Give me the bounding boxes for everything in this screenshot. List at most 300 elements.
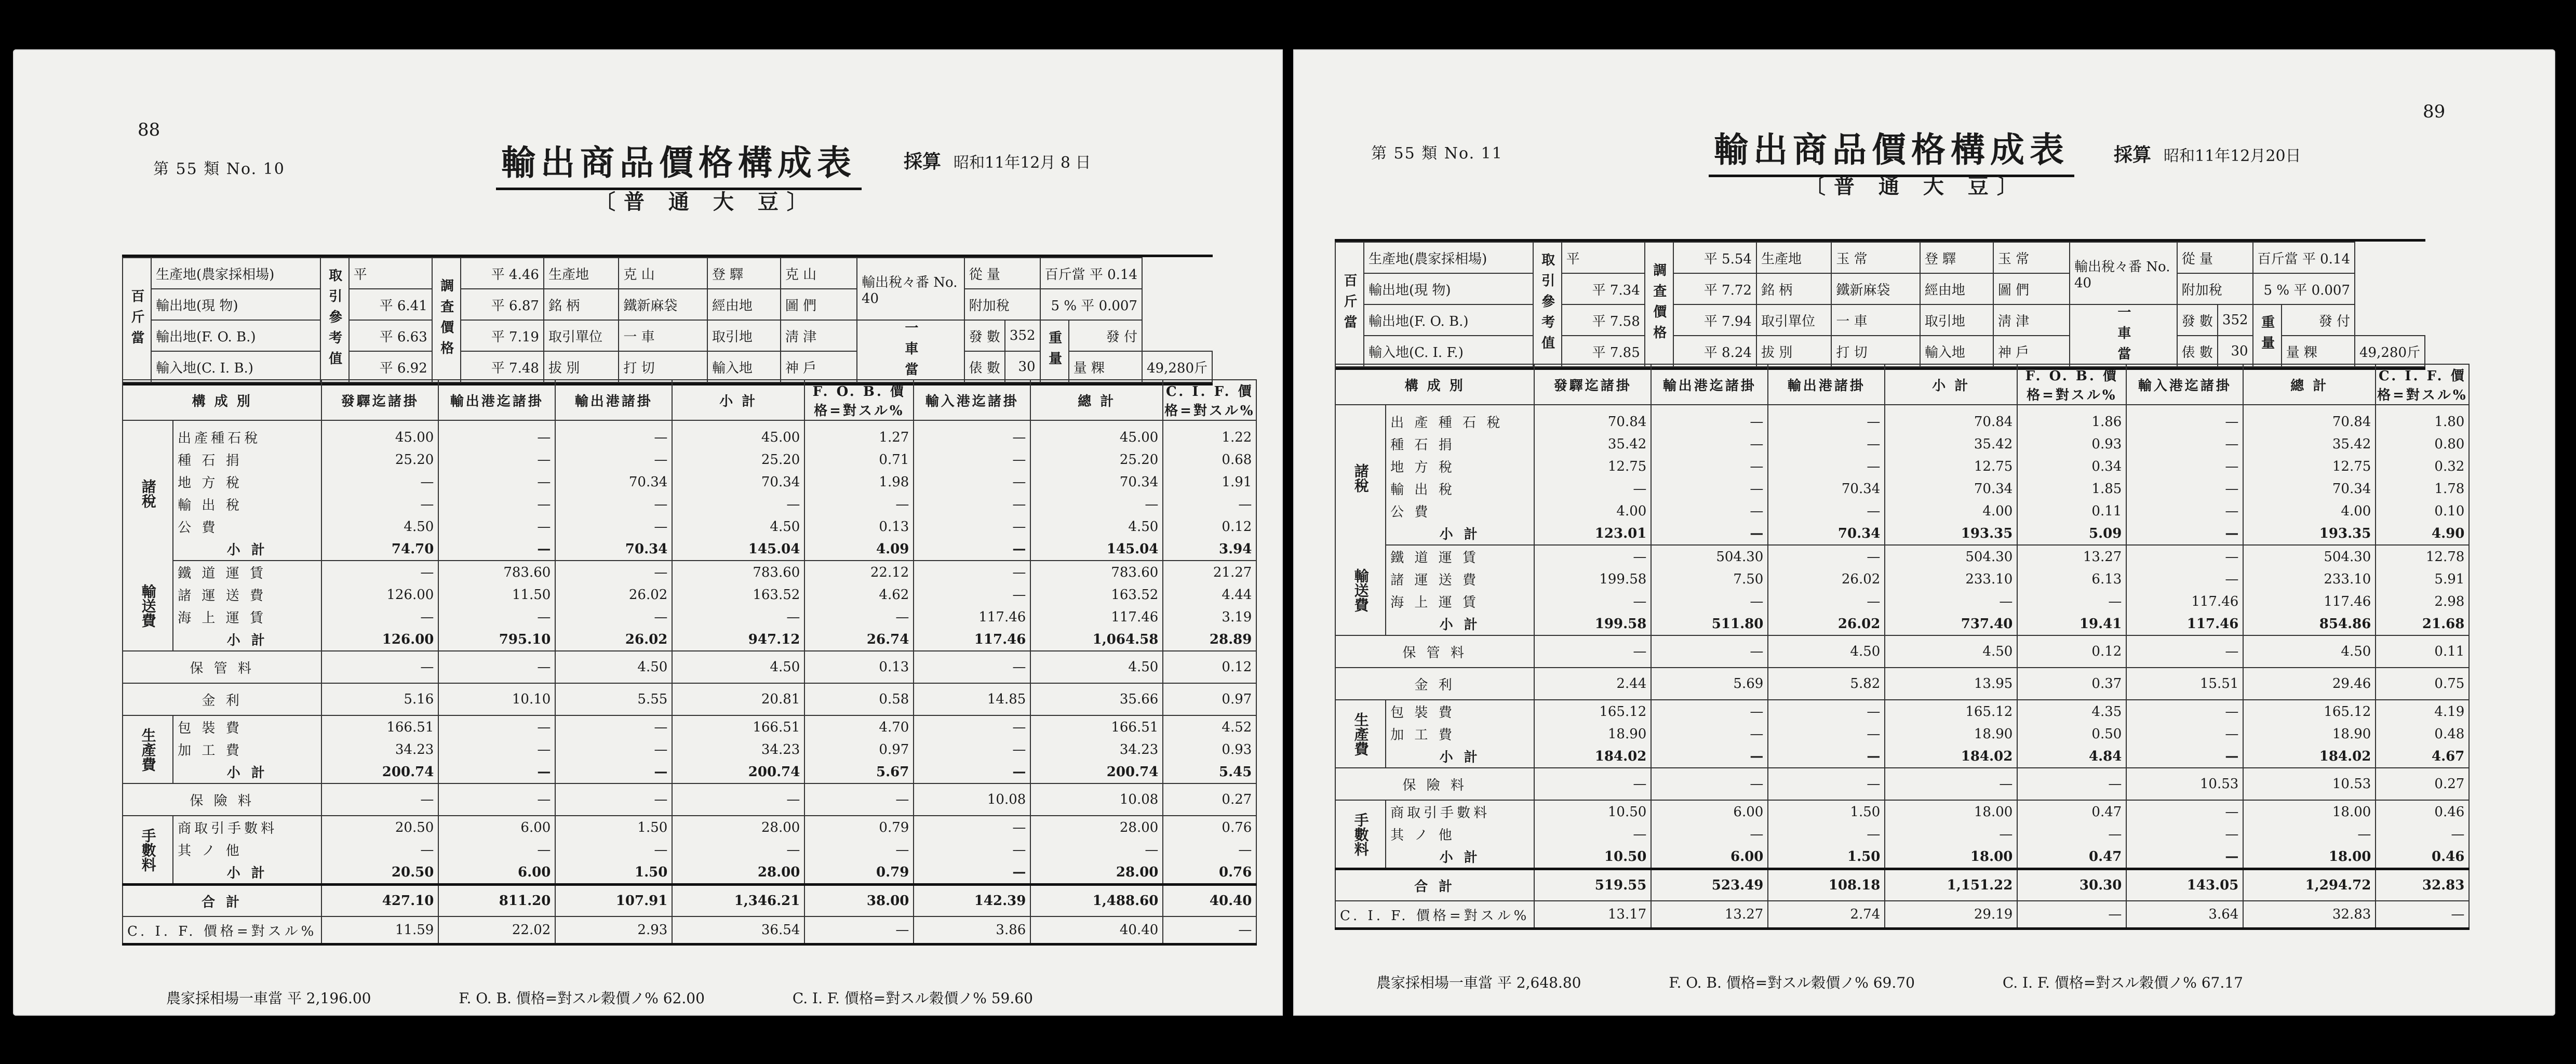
header-cell: 圖 們 — [1993, 273, 2070, 304]
header-cell: 銘 柄 — [544, 289, 619, 320]
table-row — [1335, 723, 2469, 745]
header-cell: 拔 別 — [1756, 336, 1831, 367]
table-row — [123, 538, 1256, 561]
value-cell: 45.00 — [1030, 420, 1163, 448]
value-cell: — — [2126, 500, 2243, 522]
value-cell: 4.50 — [555, 651, 672, 683]
row-label: 保 管 料 — [1335, 635, 1534, 668]
group-label: 諸稅 — [123, 420, 173, 561]
value-cell: — — [914, 738, 1030, 761]
value-cell: 1.80 — [2376, 405, 2469, 433]
value-cell: — — [804, 916, 914, 945]
header-cell: 淸 津 — [1993, 304, 2070, 336]
row-label: 合 計 — [123, 885, 321, 917]
header-cell: 平 6.63 — [349, 320, 432, 351]
value-cell: 70.34 — [2243, 477, 2376, 500]
value-cell: — — [914, 493, 1030, 515]
value-cell: 0.12 — [1163, 515, 1256, 538]
row-label: 小 計 — [1386, 613, 1534, 635]
row-label: 小 計 — [173, 538, 321, 561]
header-cell: 重量 — [2253, 304, 2282, 367]
value-cell: 26.02 — [555, 628, 672, 651]
row-label: 其 ノ 他 — [1386, 823, 1534, 845]
value-cell: 2.74 — [1768, 901, 1885, 929]
group-label: 生產費 — [1335, 700, 1386, 768]
header-cell: 玉 常 — [1993, 242, 2070, 273]
table-row — [123, 628, 1256, 651]
value-cell: 783.60 — [672, 561, 804, 583]
value-cell: 70.34 — [1768, 477, 1885, 500]
header-cell: 調査價格 — [1645, 242, 1673, 367]
value-cell: 145.04 — [672, 538, 804, 561]
row-label: 種 石 捐 — [1386, 433, 1534, 455]
value-cell: 165.12 — [1534, 700, 1651, 723]
value-cell: — — [914, 420, 1030, 448]
header-table — [122, 257, 1213, 383]
value-cell: 70.84 — [1534, 405, 1651, 433]
value-cell: — — [438, 471, 555, 493]
value-cell: — — [321, 471, 438, 493]
value-cell: 36.54 — [672, 916, 804, 945]
row-label: 鐵 道 運 賃 — [173, 561, 321, 583]
value-cell: 4.50 — [672, 651, 804, 683]
value-cell: 29.19 — [1885, 901, 2017, 929]
header-cell: 神 戶 — [1993, 336, 2070, 367]
calc-label: 採算 — [2114, 144, 2152, 166]
header-cell: 重量 — [1040, 320, 1069, 382]
header-cell: 生產地 — [544, 258, 619, 289]
header-cell: 鐵新麻袋 — [619, 289, 707, 320]
header-cell: 平 8.24 — [1673, 336, 1756, 367]
value-cell: 143.05 — [2126, 869, 2243, 901]
value-cell: 28.00 — [672, 816, 804, 839]
footer-farm-price: 農家採相場一車當 平 2,648.80 — [1376, 974, 1581, 991]
value-cell: 21.27 — [1163, 561, 1256, 583]
header-cell: 俵 數 — [2177, 336, 2218, 367]
value-cell: — — [1030, 493, 1163, 515]
value-cell: 6.00 — [438, 816, 555, 839]
value-cell: 0.80 — [2376, 433, 2469, 455]
value-cell: — — [1768, 768, 1885, 800]
value-cell: — — [321, 783, 438, 816]
value-cell: 4.50 — [321, 515, 438, 538]
table-row — [123, 471, 1256, 493]
row-label: C. I. F. 價格=對スル% — [1335, 901, 1534, 929]
row-label: 商取引手數料 — [1386, 800, 1534, 823]
value-cell: 6.00 — [1651, 800, 1768, 823]
value-cell: — — [1534, 768, 1651, 800]
value-cell: 5.67 — [804, 761, 914, 783]
header-cell: 一車當 — [857, 320, 964, 382]
value-cell: 0.93 — [1163, 738, 1256, 761]
value-cell: 18.00 — [2243, 800, 2376, 823]
value-cell: 45.00 — [321, 420, 438, 448]
value-cell: — — [804, 839, 914, 861]
value-cell: 163.52 — [672, 583, 804, 606]
value-cell: 4.50 — [672, 515, 804, 538]
value-cell: — — [2126, 723, 2243, 745]
column-header: 構 成 別 — [123, 380, 321, 420]
header-cell: 輸出地(F. O. B.) — [1364, 304, 1533, 336]
value-cell: 6.00 — [1651, 845, 1768, 869]
header-cell: 輸入地(C. I. B.) — [151, 351, 320, 382]
value-cell: 117.46 — [2126, 590, 2243, 613]
header-cell: 30 — [2218, 336, 2253, 367]
row-label: 小 計 — [1386, 845, 1534, 869]
value-cell: — — [555, 493, 672, 515]
value-cell: — — [804, 606, 914, 628]
value-cell: 11.50 — [438, 583, 555, 606]
header-cell: 打 切 — [1831, 336, 1920, 367]
header-cell: 取引地 — [707, 320, 781, 351]
value-cell: — — [555, 606, 672, 628]
value-cell: 199.58 — [1534, 568, 1651, 590]
value-cell: 13.95 — [1885, 668, 2017, 700]
value-cell: 10.53 — [2126, 768, 2243, 800]
header-cell: 輸出稅々番 No. 40 — [857, 258, 964, 320]
value-cell: 28.00 — [672, 861, 804, 885]
value-cell: 22.12 — [804, 561, 914, 583]
value-cell: 4.00 — [1885, 500, 2017, 522]
value-cell: 0.79 — [804, 816, 914, 839]
value-cell: 26.02 — [1768, 568, 1885, 590]
value-cell: 0.97 — [804, 738, 914, 761]
value-cell: 4.19 — [2376, 700, 2469, 723]
group-label: 手數料 — [123, 816, 173, 885]
page-footer — [166, 987, 1116, 1008]
value-cell: 10.08 — [914, 783, 1030, 816]
value-cell: 4.50 — [1030, 515, 1163, 538]
row-label: C. I. F. 價格=對スル% — [123, 916, 321, 945]
value-cell: 123.01 — [1534, 522, 1651, 545]
row-label: 諸 運 送 費 — [1386, 568, 1534, 590]
value-cell: — — [2126, 405, 2243, 433]
value-cell: — — [321, 493, 438, 515]
table-row — [123, 493, 1256, 515]
table-row — [123, 561, 1256, 583]
column-header: 輸出港諸掛 — [555, 380, 672, 420]
table-row — [1335, 613, 2469, 635]
value-cell: 0.75 — [2376, 668, 2469, 700]
column-header: 總 計 — [1030, 380, 1163, 420]
value-cell: 795.10 — [438, 628, 555, 651]
table-row — [123, 861, 1256, 885]
table-row — [1335, 433, 2469, 455]
value-cell: 0.11 — [2376, 635, 2469, 668]
row-label: 包 裝 費 — [1386, 700, 1534, 723]
value-cell: 0.10 — [2376, 500, 2469, 522]
value-cell: 34.23 — [1030, 738, 1163, 761]
value-cell: — — [1885, 768, 2017, 800]
value-cell: — — [438, 493, 555, 515]
value-cell: — — [1768, 455, 1885, 477]
row-label: 保 險 料 — [1335, 768, 1534, 800]
header-cell: 經由地 — [707, 289, 781, 320]
table-row — [1335, 500, 2469, 522]
value-cell: 18.90 — [2243, 723, 2376, 745]
header-table — [1335, 242, 2425, 367]
value-cell: 11.59 — [321, 916, 438, 945]
value-cell: — — [1030, 839, 1163, 861]
header-cell: 鐵新麻袋 — [1831, 273, 1920, 304]
value-cell: 504.30 — [2243, 545, 2376, 568]
value-cell: 427.10 — [321, 885, 438, 917]
column-header: 輸出港諸掛 — [1768, 364, 1885, 405]
table-row — [123, 816, 1256, 839]
value-cell: 3.64 — [2126, 901, 2243, 929]
row-label: 諸 運 送 費 — [173, 583, 321, 606]
value-cell: — — [914, 651, 1030, 683]
header-cell: 平 7.34 — [1562, 273, 1645, 304]
value-cell: — — [2376, 823, 2469, 845]
value-cell: — — [2126, 700, 2243, 723]
header-cell: 取引單位 — [544, 320, 619, 351]
page-number: 89 — [2423, 101, 2446, 122]
table-row — [1335, 522, 2469, 545]
value-cell: — — [1651, 405, 1768, 433]
value-cell: 0.68 — [1163, 448, 1256, 471]
value-cell: 4.35 — [2017, 700, 2126, 723]
row-label: 小 計 — [1386, 522, 1534, 545]
table-row — [123, 916, 1256, 945]
value-cell: — — [2126, 635, 2243, 668]
footer-cif-ratio: C. I. F. 價格=對スル穀價ノ% 59.60 — [792, 990, 1033, 1007]
value-cell: 0.37 — [2017, 668, 2126, 700]
header-cell: 平 4.46 — [461, 258, 544, 289]
value-cell: — — [1768, 823, 1885, 845]
value-cell: 0.27 — [2376, 768, 2469, 800]
value-cell: 117.46 — [2126, 613, 2243, 635]
value-cell: — — [1768, 723, 1885, 745]
value-cell: — — [2126, 568, 2243, 590]
value-cell: 4.50 — [1768, 635, 1885, 668]
value-cell: 2.44 — [1534, 668, 1651, 700]
value-cell: 5.16 — [321, 683, 438, 715]
header-cell: 神 戶 — [781, 351, 857, 382]
header-cell: 取引參考值 — [1533, 242, 1562, 367]
header-cell: 輸入地(C. I. F.) — [1364, 336, 1533, 367]
header-cell: 發 付 — [1069, 320, 1142, 351]
group-label: 輸送費 — [1335, 545, 1386, 635]
value-cell: — — [914, 583, 1030, 606]
group-label: 諸稅 — [1335, 405, 1386, 545]
value-cell: 117.46 — [1030, 606, 1163, 628]
value-cell: — — [914, 839, 1030, 861]
right-page — [1293, 49, 2555, 1016]
value-cell: 19.41 — [2017, 613, 2126, 635]
value-cell: — — [1768, 500, 1885, 522]
value-cell: 5.45 — [1163, 761, 1256, 783]
value-cell: 199.58 — [1534, 613, 1651, 635]
value-cell: — — [804, 783, 914, 816]
value-cell: 511.80 — [1651, 613, 1768, 635]
table-row — [1335, 823, 2469, 845]
value-cell: — — [1768, 590, 1885, 613]
value-cell: — — [1768, 405, 1885, 433]
value-cell: — — [2126, 845, 2243, 869]
value-cell: — — [2126, 433, 2243, 455]
value-cell: 4.62 — [804, 583, 914, 606]
value-cell: 12.75 — [2243, 455, 2376, 477]
value-cell: — — [2126, 522, 2243, 545]
value-cell: 165.12 — [2243, 700, 2376, 723]
value-cell: 34.23 — [321, 738, 438, 761]
value-cell: — — [2126, 823, 2243, 845]
value-cell: — — [438, 761, 555, 783]
header-cell: 發 數 — [964, 320, 1005, 351]
header-cell: 平 7.19 — [461, 320, 544, 351]
header-cell: 平 6.41 — [349, 289, 432, 320]
footer-farm-price: 農家採相場一車當 平 2,196.00 — [166, 990, 371, 1007]
header-cell: 調査價格 — [432, 258, 461, 382]
value-cell: 3.86 — [914, 916, 1030, 945]
value-cell: 1.98 — [804, 471, 914, 493]
header-cell: 百斤當 平 0.14 — [1040, 258, 1142, 289]
value-cell: 1,064.58 — [1030, 628, 1163, 651]
value-cell: — — [672, 493, 804, 515]
row-label: 保 險 料 — [123, 783, 321, 816]
page-title: 輸出商品價格構成表 — [1709, 122, 2074, 177]
row-label: 公 費 — [173, 515, 321, 538]
row-label: 海 上 運 賃 — [1386, 590, 1534, 613]
value-cell: — — [1768, 433, 1885, 455]
header-cell: 打 切 — [619, 351, 707, 382]
header-cell: 生產地(農家採相場) — [151, 258, 320, 289]
table-row — [123, 420, 1256, 448]
value-cell: 193.35 — [2243, 522, 2376, 545]
value-cell: 0.48 — [2376, 723, 2469, 745]
value-cell: 40.40 — [1163, 885, 1256, 917]
value-cell: 26.74 — [804, 628, 914, 651]
table-row — [123, 515, 1256, 538]
header-cell: 平 7.85 — [1562, 336, 1645, 367]
column-header: 小 計 — [1885, 364, 2017, 405]
value-cell: — — [555, 839, 672, 861]
value-cell: — — [1651, 768, 1768, 800]
value-cell: — — [438, 420, 555, 448]
page-number: 88 — [138, 119, 160, 140]
calc-label: 採算 — [904, 151, 942, 172]
table-row — [123, 783, 1256, 816]
value-cell: — — [914, 561, 1030, 583]
value-cell: 40.40 — [1030, 916, 1163, 945]
row-label: 保 管 料 — [123, 651, 321, 683]
row-label: 合 計 — [1335, 869, 1534, 901]
value-cell: 4.84 — [2017, 745, 2126, 768]
value-cell: 18.00 — [1885, 800, 2017, 823]
value-cell: 26.02 — [555, 583, 672, 606]
value-cell: 0.58 — [804, 683, 914, 715]
value-cell: 4.90 — [2376, 522, 2469, 545]
value-cell: 6.00 — [438, 861, 555, 885]
value-cell: 1.50 — [1768, 845, 1885, 869]
value-cell: 3.94 — [1163, 538, 1256, 561]
value-cell: 20.81 — [672, 683, 804, 715]
column-header: F. O. B. 價格=對スル% — [804, 380, 914, 420]
header-cell: 登 驛 — [1920, 242, 1993, 273]
value-cell: 18.00 — [1885, 845, 2017, 869]
value-cell: 165.12 — [1885, 700, 2017, 723]
value-cell: 184.02 — [1534, 745, 1651, 768]
column-header: 輸入港迄諸掛 — [914, 380, 1030, 420]
row-label: 商取引手數料 — [173, 816, 321, 839]
value-cell: — — [1534, 823, 1651, 845]
row-label: 輸 出 稅 — [173, 493, 321, 515]
value-cell: 1.50 — [555, 816, 672, 839]
table-row — [1335, 568, 2469, 590]
value-cell: 117.46 — [914, 628, 1030, 651]
value-cell: 10.50 — [1534, 845, 1651, 869]
calculation-date — [2114, 140, 2301, 167]
value-cell: 854.86 — [2243, 613, 2376, 635]
value-cell: — — [672, 783, 804, 816]
calc-date: 昭和11年12月20日 — [2164, 147, 2301, 165]
classification: 第 55 類 No. 11 — [1371, 144, 1503, 163]
value-cell: 1.50 — [1768, 800, 1885, 823]
value-cell: 7.50 — [1651, 568, 1768, 590]
value-cell: — — [1651, 700, 1768, 723]
value-cell: 35.42 — [2243, 433, 2376, 455]
value-cell: — — [672, 606, 804, 628]
row-label: 海 上 運 賃 — [173, 606, 321, 628]
header-info-table — [1335, 239, 2425, 370]
header-cell: 玉 常 — [1831, 242, 1920, 273]
value-cell: — — [1651, 745, 1768, 768]
header-cell: 平 6.87 — [461, 289, 544, 320]
header-cell: 30 — [1005, 351, 1040, 382]
value-cell: — — [2017, 823, 2126, 845]
value-cell: — — [555, 761, 672, 783]
header-cell: 一 車 — [1831, 304, 1920, 336]
value-cell: 4.00 — [2243, 500, 2376, 522]
value-cell: 1.85 — [2017, 477, 2126, 500]
value-cell: 0.76 — [1163, 861, 1256, 885]
value-cell: 32.83 — [2243, 901, 2376, 929]
header-cell: 平 7.72 — [1673, 273, 1756, 304]
value-cell: — — [438, 538, 555, 561]
value-cell: 0.34 — [2017, 455, 2126, 477]
value-cell: — — [804, 493, 914, 515]
value-cell: 2.93 — [555, 916, 672, 945]
value-cell: 523.49 — [1651, 869, 1768, 901]
header-cell: 352 — [1005, 320, 1040, 351]
footer-fob-ratio: F. O. B. 價格=對スル穀價ノ% 69.70 — [1669, 974, 1915, 991]
value-cell: 1.27 — [804, 420, 914, 448]
header-cell: 登 驛 — [707, 258, 781, 289]
value-cell: — — [1768, 700, 1885, 723]
value-cell: 1.78 — [2376, 477, 2469, 500]
value-cell: 12.75 — [1885, 455, 2017, 477]
value-cell: 12.75 — [1534, 455, 1651, 477]
value-cell: 10.08 — [1030, 783, 1163, 816]
value-cell: 0.46 — [2376, 800, 2469, 823]
value-cell: 4.00 — [1534, 500, 1651, 522]
table-row — [123, 583, 1256, 606]
table-row — [1335, 477, 2469, 500]
header-info-table — [122, 255, 1213, 385]
value-cell: — — [1651, 500, 1768, 522]
value-cell: — — [1651, 455, 1768, 477]
value-cell: 38.00 — [804, 885, 914, 917]
commodity-name: 〔普 通 大 豆〕 — [1805, 174, 2026, 198]
table-row — [123, 715, 1256, 738]
value-cell: 14.85 — [914, 683, 1030, 715]
value-cell: — — [1768, 545, 1885, 568]
header-cell: 附加稅 — [2177, 273, 2253, 304]
value-cell: — — [914, 816, 1030, 839]
value-cell: 70.84 — [2243, 405, 2376, 433]
cost-structure-table — [1335, 364, 2470, 930]
